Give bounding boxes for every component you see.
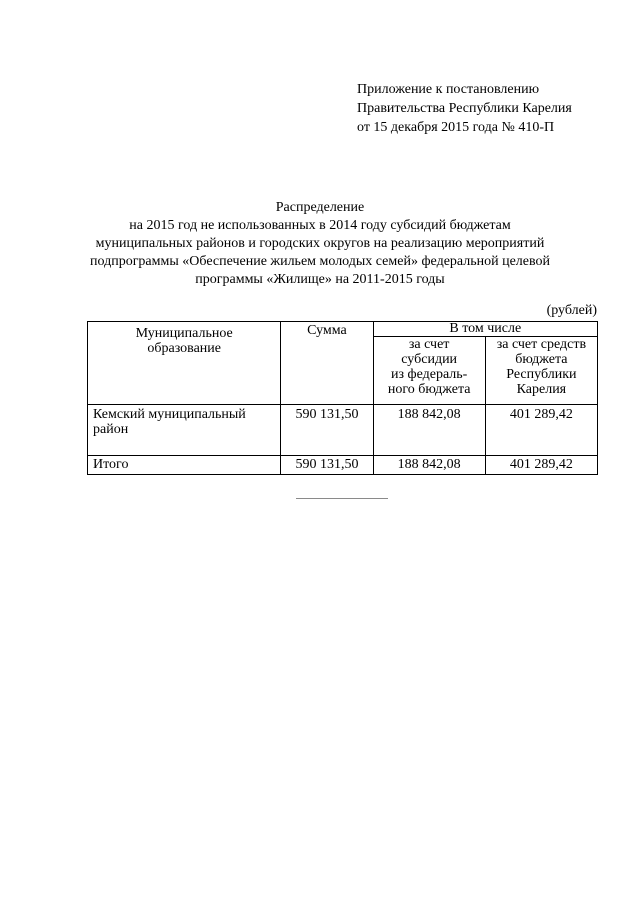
header-republic-line-1: за счет средств [496, 336, 587, 352]
header-republic-line-4: Карелия [516, 381, 567, 397]
appendix-line-1: Приложение к постановлению [357, 82, 540, 97]
row-federal: 188 842,08 [373, 405, 485, 456]
table-total-row [88, 456, 598, 475]
header-federal-line-2: субсидии [401, 351, 458, 367]
header-municipality-line-1: Муниципальное [135, 326, 233, 341]
header-republic-line-3: Республики [506, 366, 577, 382]
header-including: В том числе [373, 322, 597, 337]
row-sum: 590 131,50 [281, 405, 373, 456]
total-label: Итого [88, 456, 281, 475]
header-republic-line-2: бюджета [515, 351, 568, 367]
total-federal: 188 842,08 [373, 456, 485, 475]
total-sum: 590 131,50 [281, 456, 373, 475]
header-sum: Сумма [281, 322, 373, 405]
row-republic: 401 289,42 [485, 405, 597, 456]
table-header-row [88, 322, 598, 337]
row-name-line-2: район [93, 422, 129, 437]
units-label: (рублей) [546, 303, 597, 318]
header-municipality-line-2: образование [147, 341, 221, 356]
document-title: Распределение [275, 200, 365, 215]
heading-line-4: программы «Жилище» на 2011-2015 годы [195, 272, 445, 287]
appendix-line-2: Правительства Республики Карелия [357, 101, 572, 116]
row-name-line-1: Кемский муниципальный [93, 407, 246, 422]
header-federal-line-1: за счет [408, 336, 450, 352]
document-heading [60, 199, 580, 289]
header-municipality [88, 322, 281, 405]
table-row [88, 405, 598, 456]
appendix-line-3: от 15 декабря 2015 года № 410-П [357, 120, 555, 135]
row-municipality-name [88, 405, 281, 456]
heading-line-1: на 2015 год не использованных в 2014 году субсидий бюджетам [129, 218, 511, 233]
appendix-note [357, 80, 627, 137]
heading-line-3: подпрограммы «Обеспечение жильем молодых семей» федеральной целевой [89, 254, 551, 269]
total-republic: 401 289,42 [485, 456, 597, 475]
heading-line-2: муниципальных районов и городских округов на реализацию мероприятий [95, 236, 545, 251]
header-federal-line-3: из федераль- [390, 366, 468, 382]
end-divider [296, 498, 388, 499]
header-federal-line-4: ного бюджета [387, 381, 471, 397]
header-republic [485, 336, 597, 404]
header-federal [373, 336, 485, 404]
distribution-table [87, 321, 598, 475]
